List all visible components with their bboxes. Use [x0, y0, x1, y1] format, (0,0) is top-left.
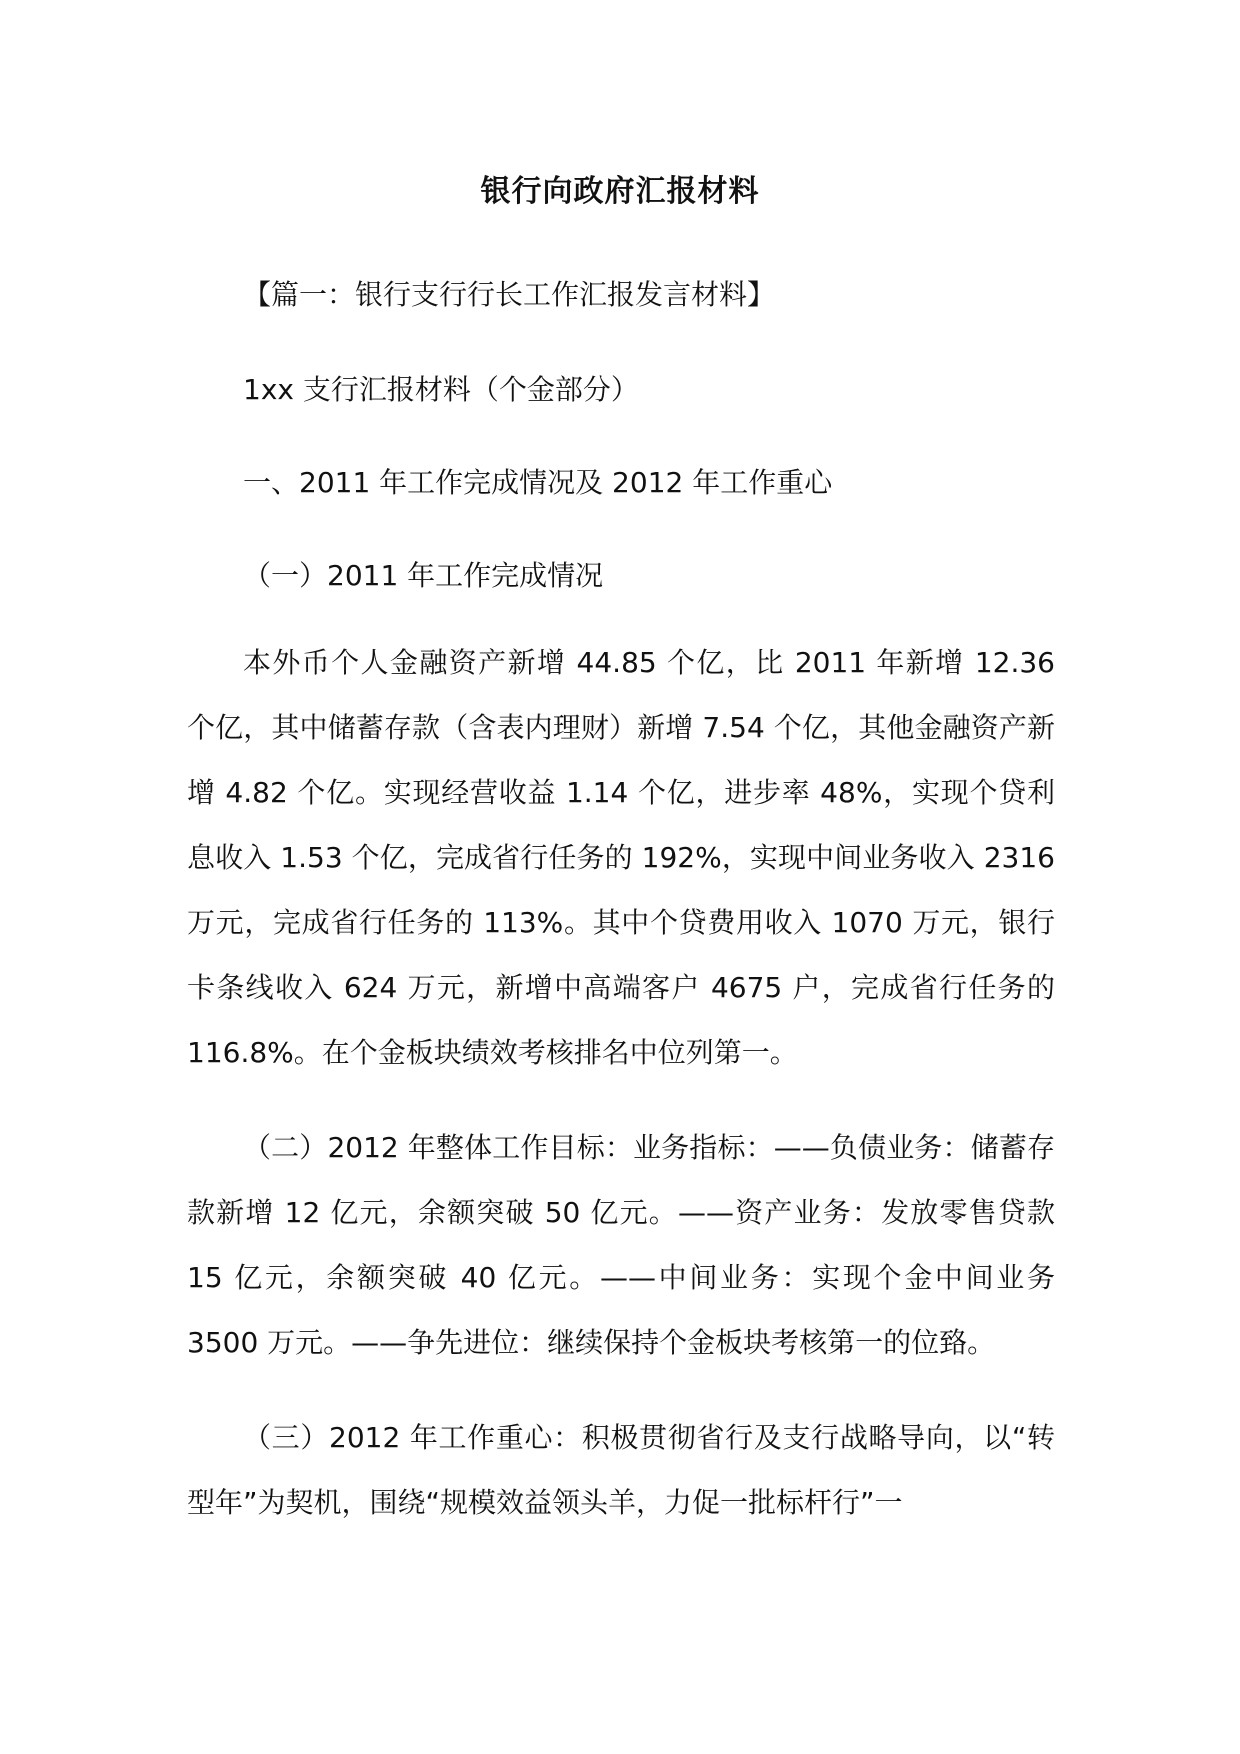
body-paragraph-targets: （二）2012 年整体工作目标：业务指标：——负债业务：储蓄存款新增 12 亿元，余额突破 50 亿元。——资产业务：发放零售贷款 15 亿元，余额突破 40 亿元。——中间业务：实现个金中间业务 3500 万元。——争先进位：继续保持个金板块考核第一的位臵。 — [187, 1131, 1055, 1359]
document-title: 银行向政府汇报材料 — [480, 174, 760, 209]
body-paragraph-results: 本外币个人金融资产新增 44.85 个亿，比 2011 年新增 12.36 个亿，其中储蓄存款（含表内理财）新增 7.54 个亿，其他金融资产新增 4.82 个亿。实现经营收益 1.14 个亿，进步率 48%，实现个贷利息收入 1.53 个亿，完成省行任务的 192%，实现中间业务收入 2316 万元，完成省行任务的 113%。其中个贷费用收入 1070 万元，银行卡条线收入 624 万元，新增中高端客户 4675 户，完成省行任务的 116.8%。在个金板块绩效考核排名中位列第一。 — [187, 646, 1055, 1069]
subsection-heading-1: （一）2011 年工作完成情况 — [243, 559, 604, 592]
section-heading-part-one: 一、2011 年工作完成情况及 2012 年工作重心 — [243, 466, 833, 499]
section-heading-article-one: 【篇一：银行支行行长工作汇报发言材料】 — [243, 278, 776, 311]
report-subtitle: 1xx 支行汇报材料（个金部分） — [243, 373, 639, 406]
body-paragraph-focus: （三）2012 年工作重心：积极贯彻省行及支行战略导向，以“转型年”为契机，围绕“规模效益领头羊，力促一批标杆行”一 — [187, 1421, 1055, 1519]
